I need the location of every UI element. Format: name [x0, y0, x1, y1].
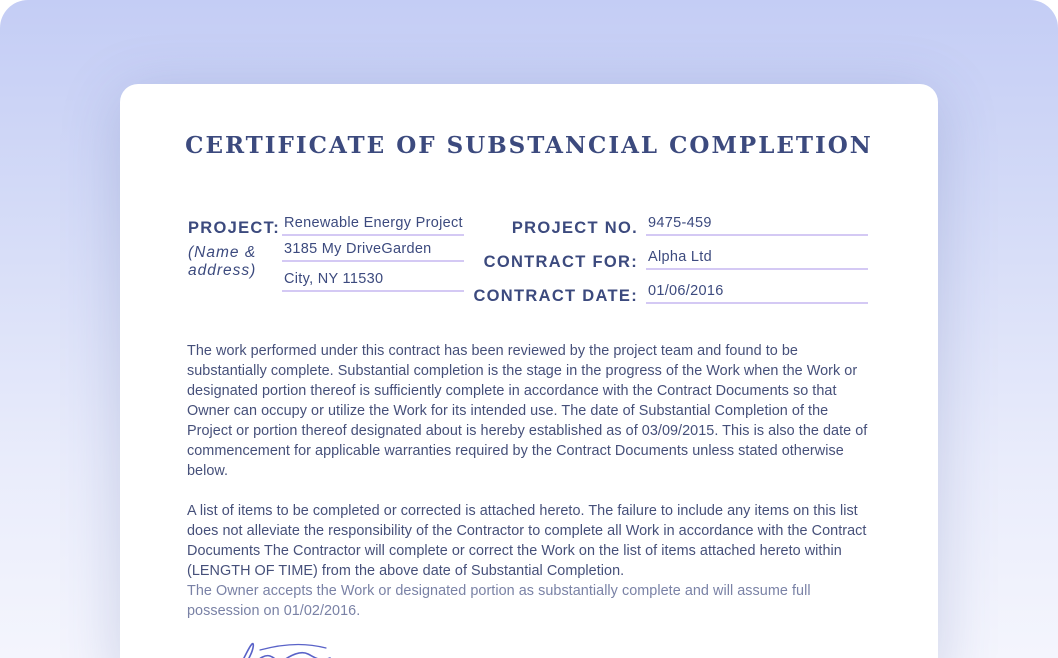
project-sublabel — [188, 244, 256, 280]
contract-for-label: CONTRACT FOR: — [483, 253, 638, 271]
paragraph-review: The work performed under this contract has been reviewed by the project team and found to be substantially complete. Substantial completion is the stage in the progress of the Work when the Work or designated portion thereof is sufficiently complete in accordance with the Contract Documents so that Owner can occupy or utilize the Work for its intended use. The date of Substantial Completion of the Project or portion thereof designated about is hereby established as of 03/09/2015. This is also the date of commencement for applicable warranties required by the Contract Documents unless stated otherwise below. — [187, 343, 868, 479]
contract-date-label: CONTRACT DATE: — [473, 287, 638, 305]
signature-image — [230, 638, 350, 658]
project-name-field[interactable]: Renewable Energy Project — [282, 214, 464, 236]
project-sublabel-line1: (Name & — [188, 244, 257, 261]
contract-date-field[interactable]: 01/06/2016 — [646, 282, 868, 304]
project-address-line2-field[interactable]: City, NY 11530 — [282, 270, 464, 292]
project-label: PROJECT: — [188, 219, 280, 237]
project-sublabel-line2: address) — [188, 262, 257, 279]
paragraph-owner-acceptance: The Owner accepts the Work or designated portion as substantially complete and will assume full possession on 01/02/2016. — [187, 583, 811, 619]
paragraph-items-list: A list of items to be completed or corrected is attached hereto. The failure to include any items on this list does not alleviate the responsibility of the Contractor to complete all Work in accordance with the Contract Documents The Contractor will complete or correct the Work on the list of items attached hereto within (LENGTH OF TIME) from the above date of Substantial Completion. — [187, 503, 867, 579]
project-no-label: PROJECT NO. — [511, 219, 638, 237]
project-no-field[interactable]: 9475-459 — [646, 214, 868, 236]
certificate-title: CERTIFICATE OF SUBSTANCIAL COMPLETION — [185, 132, 873, 159]
project-address-line1-field[interactable]: 3185 My DriveGarden — [282, 240, 464, 262]
certificate-card — [120, 84, 938, 658]
contract-for-field[interactable]: Alpha Ltd — [646, 248, 868, 270]
